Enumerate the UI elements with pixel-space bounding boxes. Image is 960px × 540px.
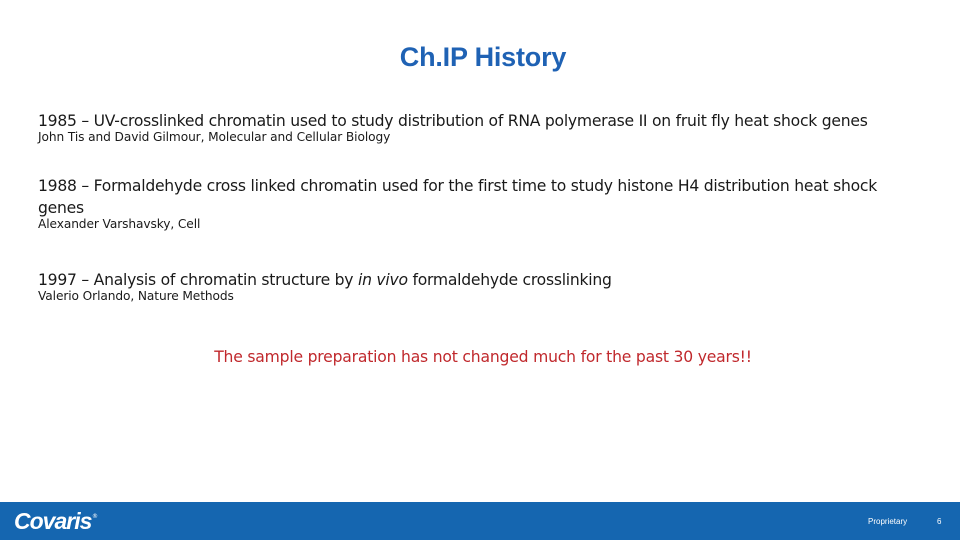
- history-entry-1988: [38, 175, 898, 232]
- covaris-logo: Covaris: [14, 508, 92, 534]
- slide-title: Ch.IP History: [399, 42, 567, 72]
- page-number: 6: [937, 517, 942, 526]
- entry-text: 1985 – UV-crosslinked chromatin used to study distribution of RNA polymerase II on fruit fly heat shock genes: [38, 112, 868, 130]
- emphasis-statement: The sample preparation has not changed much for the past 30 years!!: [214, 348, 752, 366]
- entry-citation: Valerio Orlando, Nature Methods: [38, 289, 234, 303]
- footer-bar: [0, 502, 960, 540]
- entry-text-italic: in vivo: [358, 271, 408, 289]
- entry-text-start: 1997 – Analysis of chromatin structure by: [38, 271, 358, 289]
- proprietary-label: Proprietary: [868, 517, 908, 526]
- entry-text: 1988 – Formaldehyde cross linked chromatin used for the first time to study histone H4 distribution heat shock genes: [38, 177, 878, 217]
- entry-text-end: formaldehyde crosslinking: [407, 271, 612, 289]
- registered-mark: ®: [92, 513, 98, 520]
- entry-citation: John Tis and David Gilmour, Molecular and Cellular Biology: [38, 130, 391, 144]
- entry-text: [38, 269, 938, 291]
- history-entry-1985: [38, 110, 938, 145]
- entry-citation: Alexander Varshavsky, Cell: [38, 217, 201, 231]
- history-entry-1997: [38, 269, 938, 304]
